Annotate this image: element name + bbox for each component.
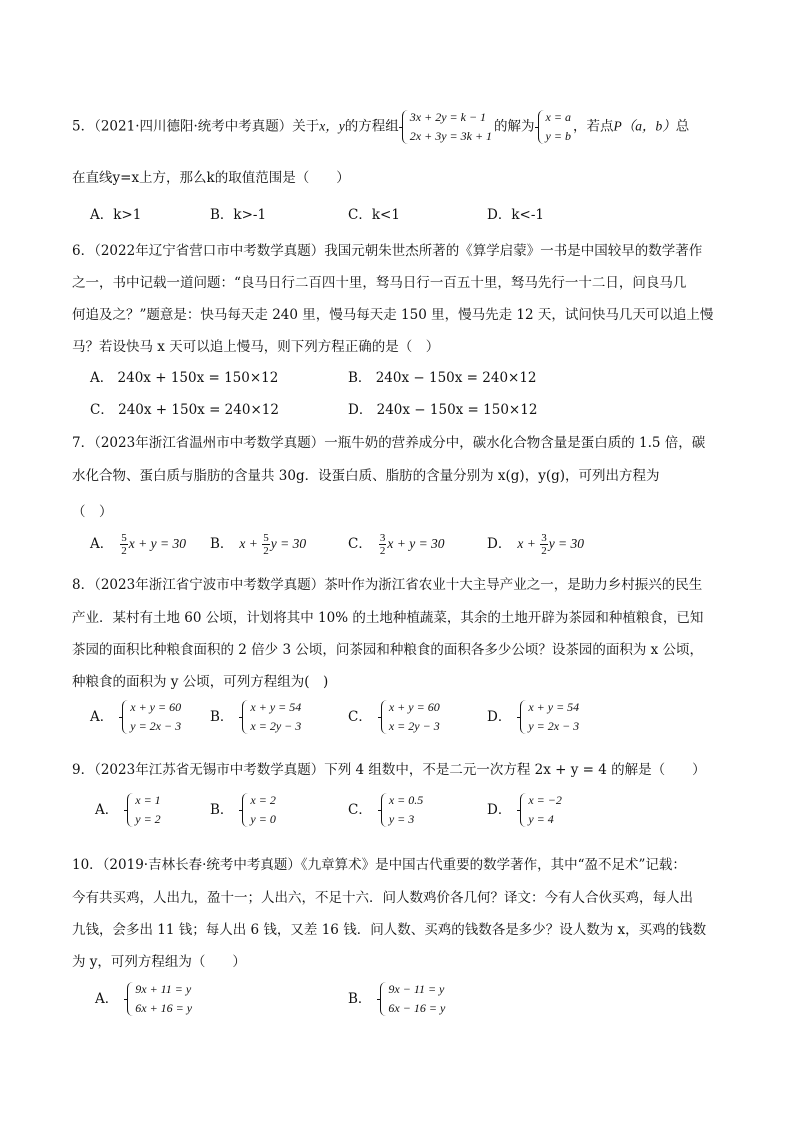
q7-b-post: y = 30: [270, 536, 307, 551]
q8-option-c: [348, 698, 442, 736]
q10-a-system: [126, 980, 192, 1018]
q7-option-a: [90, 532, 186, 557]
question-7-line-1: 7．（2023年浙江省温州市中考数学真题）一瓶牛奶的营养成分中，碳水化合物含量是蛋白质的 1.5 倍，碳: [72, 435, 706, 451]
q8-b-eq-2: x = 2y − 3: [250, 719, 302, 733]
q5-prefix: 5．（2021·四川德阳·统考中考真题）关于: [72, 118, 320, 135]
q8-b-eq-1: x + y = 54: [250, 700, 302, 714]
q7-c-den: 2: [379, 545, 386, 557]
q7-c-frac: [379, 532, 387, 557]
q7-option-d: [487, 532, 584, 557]
question-6-line-4: 马？若设快马 x 天可以追上慢马，则下列方程正确的是（ ）: [72, 339, 440, 355]
q7-d-num: 3: [541, 532, 547, 544]
q5-option-c: C．k<1: [348, 207, 400, 223]
q7-b-pre: x +: [239, 536, 262, 551]
q5-eq-1: 3x + 2y = k − 1: [409, 110, 487, 124]
q9-option-a: [95, 791, 163, 829]
question-10-line-4: 为 y，可列方程组为（ ）: [72, 954, 246, 970]
q8-a-system: [121, 698, 181, 736]
q10-option-a: [95, 980, 194, 1018]
q8-a-eq-2: y = 2x − 3: [130, 719, 182, 733]
q8-d-label: D．: [487, 708, 512, 725]
q6-option-b: B． 240x − 150x = 240×12: [348, 370, 537, 386]
question-9-line-1: 9．（2023年江苏省无锡市中考数学真题）下列 4 组数中，不是二元一次方程 2x + y = 4 的解是（ ）: [72, 762, 706, 778]
question-8-line-1: 8．（2023年浙江省宁波市中考数学真题）茶叶作为浙江省农业十大主导产业之一，是助力乡村振兴的民生: [72, 577, 703, 593]
q10-option-b: [348, 980, 447, 1018]
q5-sol-text: 的解为: [494, 118, 535, 135]
q5-option-b: B．k>-1: [210, 207, 267, 223]
q6-option-a: A． 240x + 150x = 150×12: [90, 370, 279, 386]
question-6-line-3: 何追及之？”题意是：快马每天走 240 里，慢马每天走 150 里，慢马先走 12 天，试问快马几天可以追上慢: [72, 307, 714, 323]
q9-a-eq-1: x = 1: [135, 793, 161, 807]
q8-option-d: [487, 698, 581, 736]
q9-d-eq-2: y = 4: [528, 812, 554, 826]
q8-c-eq-1: x + y = 60: [388, 700, 440, 714]
q9-a-label: A．: [95, 801, 119, 818]
q7-a-post: x + y = 30: [128, 536, 186, 551]
question-5-line-2: 在直线y=x上方，那么k的取值范围是（ ）: [72, 170, 350, 186]
q9-c-eq-2: y = 3: [388, 812, 415, 826]
q9-d-system: [519, 791, 562, 829]
q7-d-post: y = 30: [548, 536, 585, 551]
q10-a-eq-1: 9x + 11 = y: [135, 982, 192, 996]
q9-c-label: C．: [348, 801, 372, 818]
q6-option-c: C． 240x + 150x = 240×12: [90, 402, 279, 418]
question-8-line-3: 茶园的面积比种粮食面积的 2 倍少 3 公顷，问茶园和种粮食的面积各多少公顷？设茶园的面积为 x 公顷，: [72, 642, 704, 658]
q5-sol-1: x = a: [545, 110, 571, 124]
q9-option-b: [210, 791, 278, 829]
q5-vars: x，y: [319, 118, 345, 134]
q8-b-label: B．: [210, 708, 234, 725]
question-5-line-1: [72, 108, 689, 146]
question-7-line-3: （ ）: [72, 504, 113, 520]
q5-system: [401, 108, 492, 146]
q7-option-c: [348, 532, 445, 557]
q5-sol-2: y = b: [545, 129, 571, 143]
question-8-line-2: 产业．某村有土地 60 公顷，计划将其中 10% 的土地种植蔬菜，其余的土地开辟为茶园和种植粮食，已知: [72, 610, 704, 626]
q9-d-label: D．: [487, 801, 512, 818]
q8-a-eq-1: x + y = 60: [130, 700, 182, 714]
question-10-line-2: 今有共买鸡，人出九，盈十一；人出六，不足十六．问人数鸡价各几何？译文：今有人合伙买鸡，每人出: [72, 890, 693, 906]
question-6-line-1: 6．（2022年辽宁省营口市中考数学真题）我国元朝朱世杰所著的《算学启蒙》一书是中国较早的数学著作: [72, 243, 703, 259]
q8-a-label: A．: [90, 708, 114, 725]
q7-a-num: 5: [121, 532, 127, 544]
q8-c-eq-2: x = 2y − 3: [388, 719, 440, 733]
q5-option-d: D．k<-1: [487, 207, 544, 223]
q10-a-eq-2: 6x + 16 = y: [135, 1001, 193, 1015]
q8-option-a: [90, 698, 183, 736]
q10-b-system: [379, 980, 445, 1018]
question-8-line-4: 种粮食的面积为 y 公顷，可列方程组为( ): [72, 674, 329, 690]
q7-option-b: [210, 532, 306, 557]
q9-option-d: [487, 791, 564, 829]
q7-b-num: 5: [263, 532, 269, 544]
q9-b-eq-2: y = 0: [250, 812, 276, 826]
q7-c-post: x + y = 30: [387, 536, 445, 551]
q9-b-system: [241, 791, 275, 829]
q10-a-label: A．: [95, 990, 119, 1007]
q7-d-den: 2: [541, 545, 547, 557]
q10-b-label: B．: [348, 990, 372, 1007]
q7-c-num: 3: [379, 532, 386, 544]
q9-d-eq-1: x = −2: [528, 793, 562, 807]
question-10-line-1: 10．（2019·吉林长春·统考中考真题）《九章算术》是中国古代重要的数学著作，其中“盈不足术”记载：: [72, 857, 686, 873]
q8-d-eq-2: y = 2x − 3: [528, 719, 580, 733]
q8-c-system: [380, 698, 440, 736]
q8-b-system: [241, 698, 301, 736]
q7-a-label: A．: [90, 536, 114, 552]
q10-b-eq-2: 6x − 16 = y: [388, 1001, 446, 1015]
q9-a-eq-2: y = 2: [135, 812, 161, 826]
q5-end: 总: [675, 118, 690, 135]
q7-a-den: 2: [121, 545, 127, 557]
q7-b-den: 2: [263, 545, 269, 557]
q5-solution: [537, 108, 571, 146]
q9-option-c: [348, 791, 425, 829]
q9-a-system: [126, 791, 160, 829]
q9-b-label: B．: [210, 801, 234, 818]
q7-d-frac: [540, 532, 548, 557]
question-10-line-3: 九钱，会多出 11 钱；每人出 6 钱，又差 16 钱．问人数、买鸡的钱数各是多少？设人数为 x，买鸡的钱数: [72, 922, 707, 938]
question-6-line-2: 之一，书中记载一道问题：“良马日行二百四十里，驽马日行一百五十里，驽马先行一十二日，问良马几: [72, 275, 687, 291]
q7-b-label: B．: [210, 536, 234, 552]
q8-d-eq-1: x + y = 54: [528, 700, 580, 714]
q7-a-frac: [120, 532, 128, 557]
q5-mid: 的方程组: [344, 118, 399, 135]
q6-option-d: D． 240x − 150x = 150×12: [348, 402, 538, 418]
q8-option-b: [210, 698, 303, 736]
q5-eq-2: 2x + 3y = 3k + 1: [409, 129, 493, 143]
q9-c-system: [380, 791, 423, 829]
q7-d-label: D．: [487, 536, 512, 552]
q9-c-eq-1: x = 0.5: [388, 793, 424, 807]
q7-b-frac: [262, 532, 270, 557]
q5-option-a: A．k>1: [90, 207, 142, 223]
q8-d-system: [519, 698, 579, 736]
q7-c-label: C．: [348, 536, 372, 552]
q5-point: P（a，b）: [613, 118, 676, 134]
q9-b-eq-1: x = 2: [250, 793, 276, 807]
q8-c-label: C．: [348, 708, 372, 725]
q10-b-eq-1: 9x − 11 = y: [388, 982, 445, 996]
question-7-line-2: 水化合物、蛋白质与脂肪的含量共 30g．设蛋白质、脂肪的含量分别为 x(g)，y(g)，可列出方程为: [72, 468, 660, 484]
q5-tail: ，若点: [572, 118, 614, 135]
q7-d-pre: x +: [517, 536, 540, 551]
